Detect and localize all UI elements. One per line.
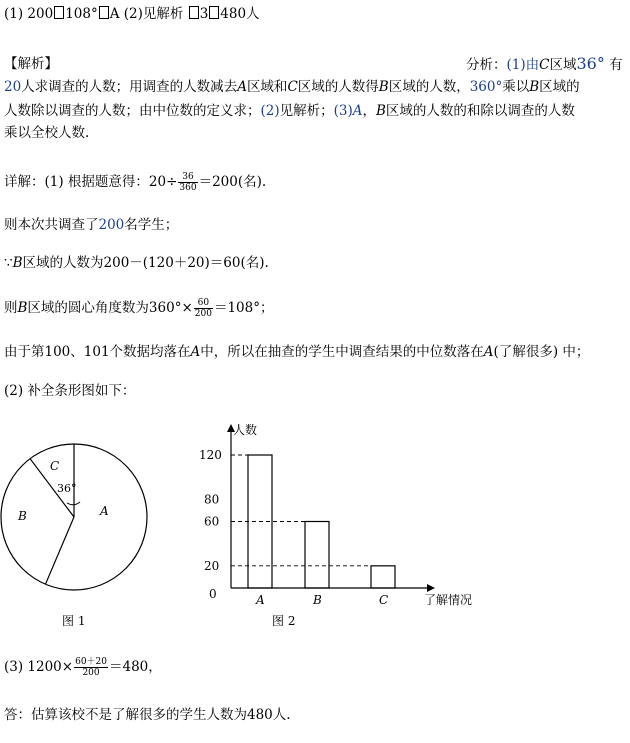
text-run: B <box>376 103 386 119</box>
sol1-a: 详解：(1) 根据题意得：20÷ <box>4 174 178 190</box>
bar-C <box>371 566 395 588</box>
text-run: 区域的人数， <box>388 79 470 95</box>
answer-part-5: 480人 <box>220 6 260 22</box>
text-run: 区域的 <box>539 79 580 95</box>
answer-part-1: (1) 200 <box>4 6 54 22</box>
text-run: 人数除以调查的人数；由中位数的定义求； <box>4 103 261 119</box>
text-run: 见解析； <box>279 103 334 119</box>
bar-marks <box>248 455 395 588</box>
sol4-d: ＝108°； <box>213 300 274 316</box>
sol3-b: B <box>12 255 23 271</box>
frac-den: 200 <box>82 668 100 678</box>
text-run: 360° <box>469 79 503 95</box>
sol5-d: A <box>483 344 494 360</box>
frac-num: 60＋20 <box>75 657 107 667</box>
bar-ticks <box>199 448 388 607</box>
y-tick-label: 60 <box>204 514 220 529</box>
intro-a: 分析： <box>466 57 507 73</box>
text-run: C <box>287 79 298 95</box>
sol4-a: 则 <box>4 300 18 316</box>
text-run: 区域的人数的和除以调查的人数 <box>385 103 575 119</box>
text-run: 区域和 <box>246 79 288 95</box>
sol2-b: 200 <box>98 217 125 233</box>
sol2-a: 则本次共调查了 <box>4 217 99 233</box>
intro-f: 有 <box>604 57 623 73</box>
pie-angle-label: 36° <box>57 482 77 495</box>
sol5-e: (了解很多) 中； <box>493 344 590 360</box>
x-tick-label: C <box>379 593 389 607</box>
text-run: 人求调查的人数；用调查的人数减去 <box>21 79 238 95</box>
intro-e: 36° <box>576 54 605 73</box>
bar-B <box>305 522 329 589</box>
text-run: A <box>237 79 247 95</box>
bar-caption: 图 2 <box>272 614 296 628</box>
text-run: (2) <box>260 103 280 119</box>
pie-label-a: A <box>100 504 109 518</box>
sol3-c: 区域的人数为200－(120＋20)＝60(名). <box>22 255 269 271</box>
y-tick-label: 80 <box>204 492 220 507</box>
answer-part-3: A (2)见解析 <box>109 6 188 22</box>
sol7-b: ＝480， <box>109 659 162 675</box>
answer-part-4: 3 <box>199 6 209 22</box>
sol1-b: ＝200(名). <box>198 174 267 190</box>
intro-c: C <box>539 57 550 73</box>
y-tick-label: 120 <box>199 448 222 462</box>
x-tick-label: B <box>313 593 322 607</box>
pie-caption: 图 1 <box>62 614 86 628</box>
y-tick-label: 20 <box>204 558 220 573</box>
frac-num: 36 <box>178 172 197 183</box>
sol5-a: 由于第100、101个数据均落在 <box>4 344 191 360</box>
solution-line-8: 答：估算该校不是了解很多的学生人数为480人. <box>4 707 291 723</box>
text-run: 区域的人数得 <box>297 79 379 95</box>
intro-b: (1)由 <box>506 57 540 73</box>
sol2-c: 名学生； <box>124 217 179 233</box>
frac-den: 360 <box>179 183 197 193</box>
intro-d: 区域 <box>549 57 577 73</box>
y-tick-label: 0 <box>209 587 217 601</box>
frac-num: 60 <box>194 298 213 309</box>
text-run: (3) <box>333 103 353 119</box>
text-run: 20 <box>4 79 22 95</box>
sol3-a: ∵ <box>4 255 13 271</box>
x-axis-label: 了解情况 <box>424 593 473 607</box>
text-run: B <box>529 79 540 95</box>
answer-part-2: 108° <box>65 6 98 22</box>
text-run: A <box>352 103 363 119</box>
text-run: B <box>378 79 389 95</box>
pie-label-b: B <box>18 509 27 523</box>
frac-den: 200 <box>194 309 212 319</box>
pie-label-c: C <box>50 459 60 473</box>
x-axis-arrow <box>427 584 435 592</box>
sol4-b: B <box>17 300 28 316</box>
sol5-b: A <box>190 344 201 360</box>
sol4-c: 区域的圆心角度数为360°× <box>27 300 193 316</box>
sol7-a: (3) 1200× <box>4 659 74 675</box>
analysis-line-4: 乘以全校人数. <box>4 125 90 141</box>
analysis-header: 【解析】 <box>4 56 58 72</box>
x-tick-label: A <box>256 593 265 607</box>
solution-line-6: (2) 补全条形图如下： <box>4 383 136 399</box>
bar-grid <box>231 455 371 566</box>
text-run: ， <box>362 103 376 119</box>
y-axis-label: 人数 <box>233 423 258 437</box>
text-run: 乘以 <box>502 79 530 95</box>
sol5-c: 中，所以在抽查的学生中调查结果的中位数落在 <box>200 344 484 360</box>
